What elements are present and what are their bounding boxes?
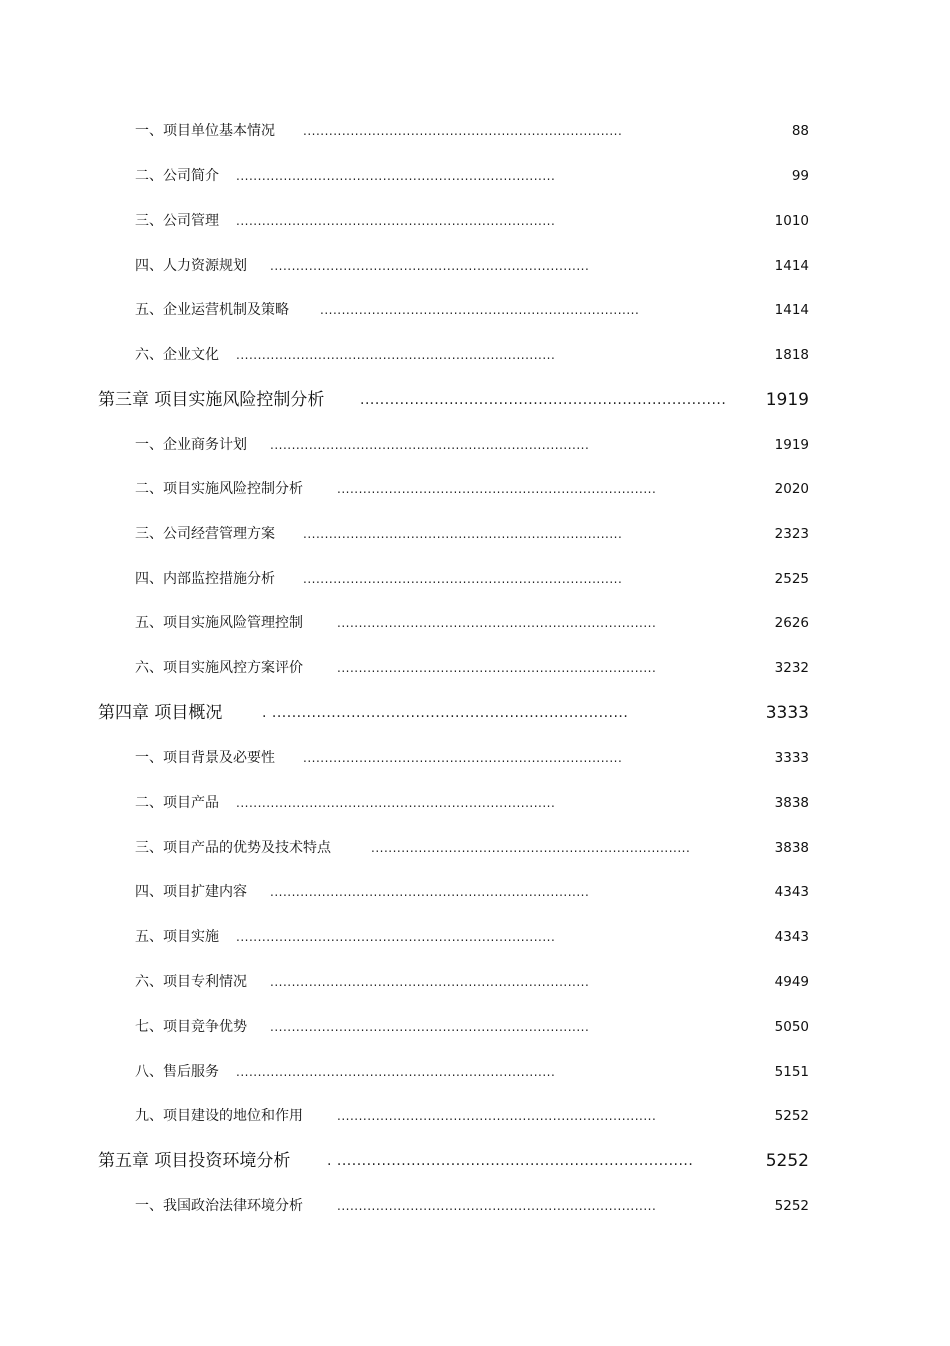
toc-page-number: 3838 [774,840,809,856]
toc-entry-title: 三、公司管理 [135,213,219,229]
toc-entry-title: 二、项目实施风险控制分析 [135,481,303,497]
toc-entry-title: 四、人力资源规划 [135,258,247,274]
toc-dot-leader: .......................................................................... [236,930,556,944]
toc-page-number: 99 [791,168,809,184]
toc-section-entry[interactable] [0,209,950,233]
toc-section-entry[interactable] [0,477,950,501]
toc-dot-leader: .......................................................................... [371,841,691,855]
toc-section-entry[interactable] [0,522,950,546]
toc-dot-leader: .......................................................................... [337,1109,657,1123]
toc-entry-title: 三、项目产品的优势及技术特点 [135,840,331,856]
toc-entry-title: 四、项目扩建内容 [135,884,247,900]
toc-page-number: 3838 [774,795,809,811]
toc-section-entry[interactable] [0,836,950,860]
toc-page-number: 5050 [774,1019,809,1035]
toc-section-entry[interactable] [0,343,950,367]
toc-dot-leader: .......................................................................... [236,214,556,228]
toc-entry-title: 六、项目实施风控方案评价 [135,660,303,676]
toc-dot-leader: .......................................................................... [360,392,727,408]
toc-section-entry[interactable] [0,925,950,949]
toc-section-entry[interactable] [0,880,950,904]
toc-dot-leader: .......................................................................... [303,572,623,586]
toc-chapter-entry[interactable] [0,388,950,412]
toc-entry-title: 八、售后服务 [135,1064,219,1080]
toc-entry-title: 六、项目专利情况 [135,974,247,990]
toc-page-number: 3232 [774,660,809,676]
toc-page-number: 2020 [774,481,809,497]
toc-page-number: 4343 [774,884,809,900]
toc-dot-leader: .......................................................................... [303,527,623,541]
toc-entry-title: 第四章 项目概况 [98,703,223,723]
toc-page-number: 2323 [774,526,809,542]
toc-page-number: 1010 [774,213,809,229]
toc-dot-leader: . ........................................................................ [327,1153,694,1169]
toc-dot-leader: .......................................................................... [303,124,623,138]
toc-entry-title: 二、公司简介 [135,168,219,184]
toc-dot-leader: .......................................................................... [337,1199,657,1213]
toc-dot-leader: .......................................................................... [270,885,590,899]
toc-page-number: 5252 [774,1108,809,1124]
toc-entry-title: 第五章 项目投资环境分析 [98,1151,291,1171]
toc-entry-title: 第三章 项目实施风险控制分析 [98,390,325,410]
toc-entry-title: 三、公司经营管理方案 [135,526,275,542]
toc-section-entry[interactable] [0,656,950,680]
toc-page-number: 88 [791,123,809,139]
toc-section-entry[interactable] [0,746,950,770]
toc-section-entry[interactable] [0,1015,950,1039]
toc-section-entry[interactable] [0,254,950,278]
toc-entry-title: 二、项目产品 [135,795,219,811]
toc-page-number: 1919 [774,437,809,453]
toc-chapter-entry[interactable] [0,701,950,725]
toc-section-entry[interactable] [0,433,950,457]
toc-entry-title: 七、项目竞争优势 [135,1019,247,1035]
toc-section-entry[interactable] [0,567,950,591]
toc-page-number: 5151 [774,1064,809,1080]
toc-page-number: 4949 [774,974,809,990]
toc-dot-leader: .......................................................................... [236,348,556,362]
toc-page-number: 4343 [774,929,809,945]
toc-section-entry[interactable] [0,791,950,815]
toc-entry-title: 五、项目实施风险管理控制 [135,615,303,631]
toc-dot-leader: .......................................................................... [270,1020,590,1034]
toc-dot-leader: . ........................................................................ [262,705,629,721]
toc-dot-leader: .......................................................................... [236,169,556,183]
toc-dot-leader: .......................................................................... [337,482,657,496]
toc-entry-title: 五、企业运营机制及策略 [135,302,289,318]
toc-page-number: 1919 [765,390,809,410]
toc-entry-title: 五、项目实施 [135,929,219,945]
toc-entry-title: 一、项目单位基本情况 [135,123,275,139]
toc-section-entry[interactable] [0,164,950,188]
toc-entry-title: 九、项目建设的地位和作用 [135,1108,303,1124]
toc-entry-title: 一、企业商务计划 [135,437,247,453]
toc-dot-leader: .......................................................................... [303,751,623,765]
toc-dot-leader: .......................................................................... [236,1065,556,1079]
toc-section-entry[interactable] [0,1104,950,1128]
toc-page-number: 2626 [774,615,809,631]
toc-entry-title: 四、内部监控措施分析 [135,571,275,587]
toc-page-number: 5252 [765,1151,809,1171]
toc-section-entry[interactable] [0,298,950,322]
toc-entry-title: 一、项目背景及必要性 [135,750,275,766]
toc-dot-leader: .......................................................................... [320,303,640,317]
toc-dot-leader: .......................................................................... [236,796,556,810]
toc-page-number: 3333 [765,703,809,723]
toc-entry-title: 六、企业文化 [135,347,219,363]
toc-page-number: 3333 [774,750,809,766]
toc-section-entry[interactable] [0,119,950,143]
toc-page-number: 2525 [774,571,809,587]
toc-chapter-entry[interactable] [0,1149,950,1173]
toc-dot-leader: .......................................................................... [270,438,590,452]
toc-section-entry[interactable] [0,1194,950,1218]
toc-page-number: 1818 [774,347,809,363]
toc-dot-leader: .......................................................................... [337,661,657,675]
toc-entry-title: 一、我国政治法律环境分析 [135,1198,303,1214]
toc-section-entry[interactable] [0,1060,950,1084]
toc-section-entry[interactable] [0,970,950,994]
toc-dot-leader: .......................................................................... [270,259,590,273]
toc-dot-leader: .......................................................................... [270,975,590,989]
toc-page-number: 5252 [774,1198,809,1214]
toc-section-entry[interactable] [0,611,950,635]
toc-page-number: 1414 [774,302,809,318]
toc-page-number: 1414 [774,258,809,274]
toc-dot-leader: .......................................................................... [337,616,657,630]
